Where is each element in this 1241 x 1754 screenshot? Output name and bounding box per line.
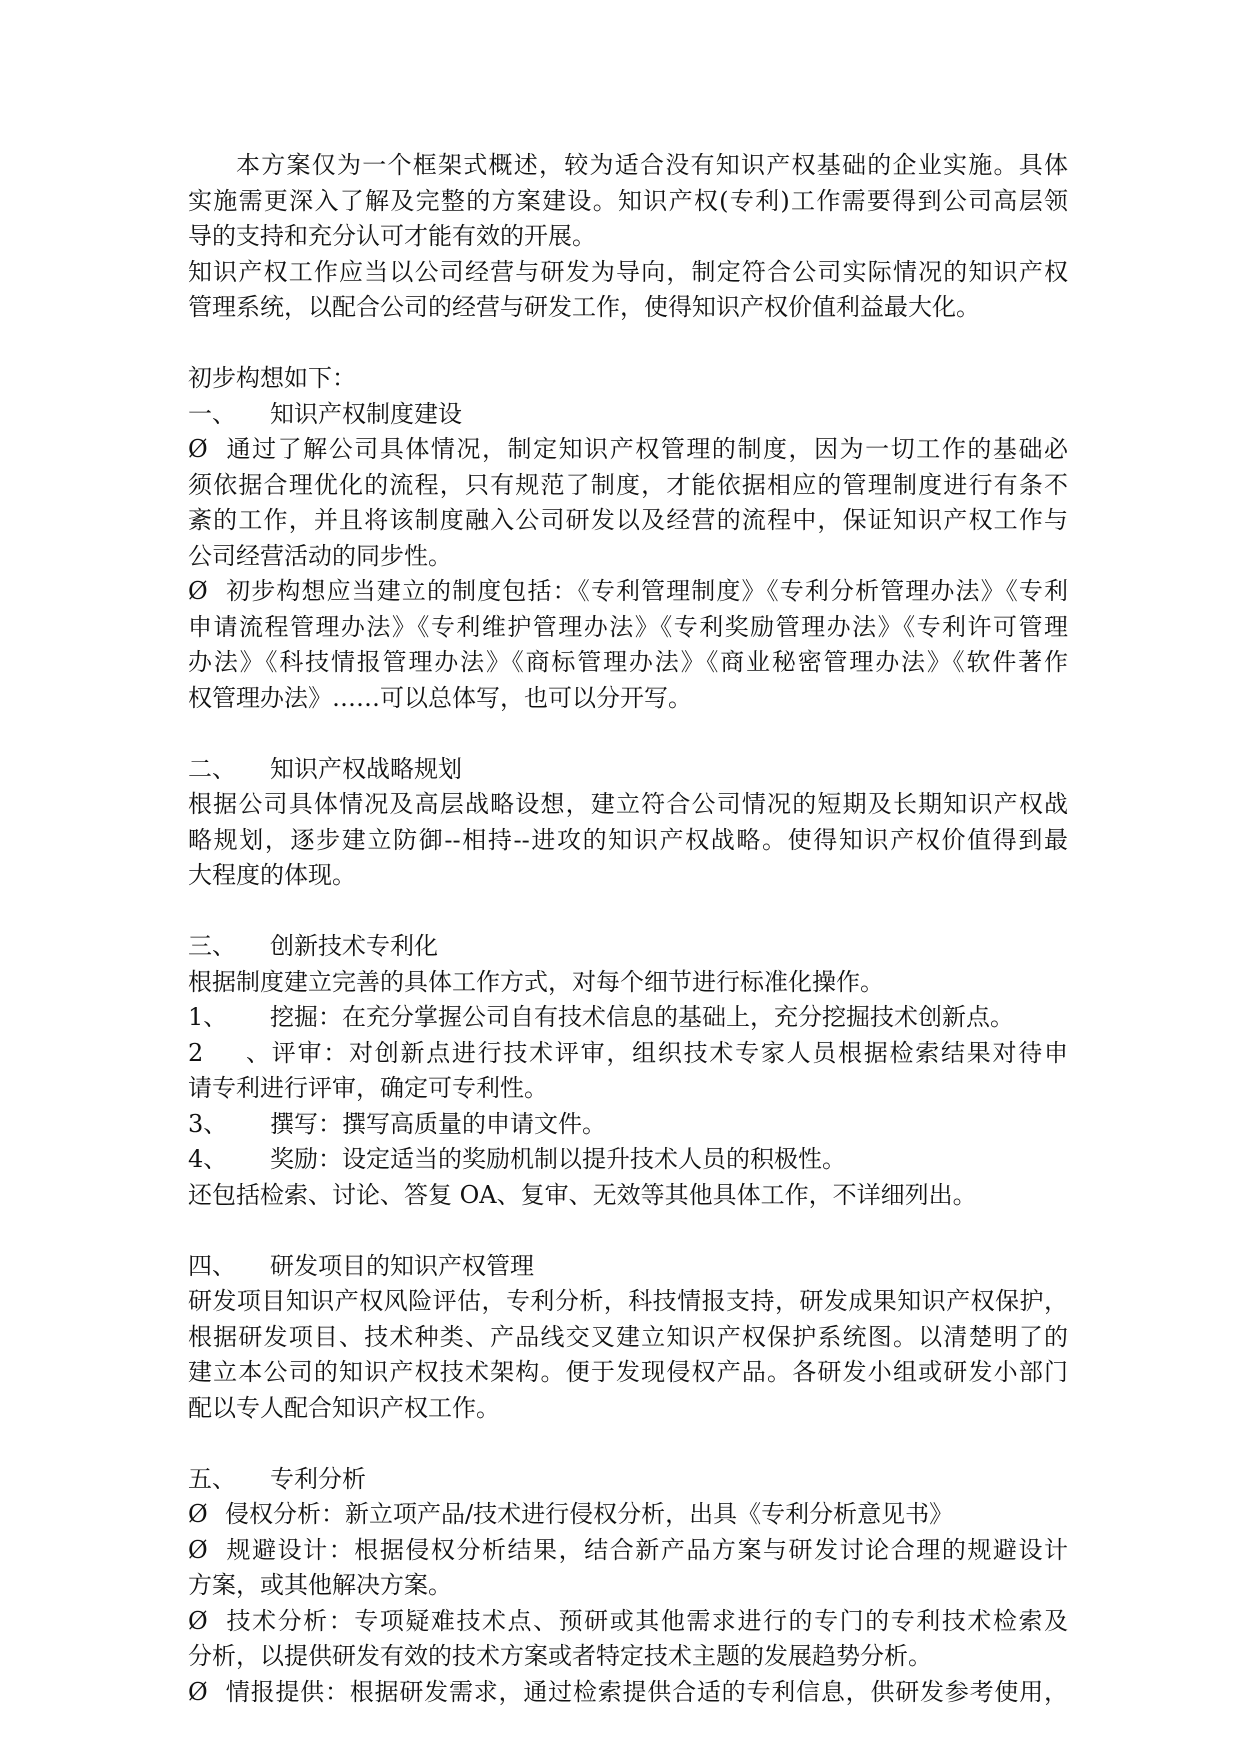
- bullet-line: 权管理办法》……可以总体写，也可以分开写。: [188, 683, 692, 712]
- bullet-icon: Ø: [188, 577, 208, 605]
- intro-line: 本方案仅为一个框架式概述，较为适合没有知识产权基础的企业实施。具体: [236, 151, 1068, 179]
- section-title: 创新技术专利化: [270, 932, 438, 960]
- body-line: 建立本公司的知识产权技术架构。便于发现侵权产品。各研发小组或研发小部门: [188, 1358, 1068, 1386]
- list-item: 2、评审：对创新点进行技术评审，组织技术专家人员根据检索结果对待申: [188, 1036, 1068, 1072]
- bullet-icon: Ø: [188, 1606, 208, 1635]
- section-number: 五、: [188, 1464, 236, 1493]
- intro-line: 实施需更深入了解及完整的方案建设。知识产权(专利)工作需要得到公司高层领: [188, 186, 1068, 215]
- spacer: [188, 1426, 1068, 1462]
- section-number: 三、: [188, 932, 236, 960]
- bullet-line: 紊的工作，并且将该制度融入公司研发以及经营的流程中，保证知识产权工作与: [188, 506, 1068, 534]
- bullet-line: 须依据合理优化的流程，只有规范了制度，才能依据相应的管理制度进行有条不: [188, 470, 1068, 499]
- body-line: 略规划，逐步建立防御--相持--进攻的知识产权战略。使得知识产权价值得到最: [188, 825, 1068, 854]
- bullet-line: 分析，以提供研发有效的技术方案或者特定技术主题的发展趋势分析。: [188, 1642, 932, 1670]
- body-line: 大程度的体现。: [188, 861, 356, 889]
- item-number: 1、: [188, 1003, 228, 1031]
- bullet-line: Ø 情报提供：根据研发需求，通过检索提供合适的专利信息，供研发参考使用，: [188, 1675, 1068, 1711]
- item-number: 4、: [188, 1145, 228, 1173]
- spacer: [188, 716, 1068, 752]
- bullet-line: Ø 技术分析：专项疑难技术点、预研或其他需求进行的专门的专利技术检索及: [188, 1604, 1068, 1640]
- preface-text: 初步构想如下：: [188, 364, 356, 392]
- spacer: [188, 326, 1068, 362]
- section-heading: [188, 397, 1068, 433]
- section-heading: [188, 1462, 1068, 1498]
- bullet-line: 申请流程管理办法》《专利维护管理办法》《专利奖励管理办法》《专利许可管理: [188, 612, 1068, 641]
- list-item: 1、 挖掘：在充分掌握公司自有技术信息的基础上，充分挖掘技术创新点。: [188, 1000, 1068, 1036]
- bullet-line: 公司经营活动的同步性。: [188, 541, 452, 570]
- section-number: 二、: [188, 754, 236, 783]
- intro-line: 管理系统，以配合公司的经营与研发工作，使得知识产权价值利益最大化。: [188, 293, 980, 321]
- section-title: 专利分析: [270, 1464, 366, 1493]
- list-item: 3、 撰写：撰写高质量的申请文件。: [188, 1107, 1068, 1143]
- intro-line: 知识产权工作应当以公司经营与研发为导向，制定符合公司实际情况的知识产权: [188, 257, 1068, 286]
- body-line: 根据制度建立完善的具体工作方式，对每个细节进行标准化操作。: [188, 967, 884, 996]
- bullet-line: Ø 侵权分析：新立项产品/技术进行侵权分析，出具《专利分析意见书》: [188, 1497, 1068, 1533]
- body-line: 配以专人配合知识产权工作。: [188, 1393, 500, 1422]
- item-number: 2、: [188, 1038, 270, 1067]
- body-line: 还包括检索、讨论、答复 OA、复审、无效等其他具体工作，不详细列出。: [188, 1180, 977, 1209]
- bullet-icon: Ø: [188, 1677, 208, 1706]
- bullet-icon: Ø: [188, 435, 208, 463]
- section-title: 知识产权战略规划: [270, 754, 462, 783]
- section-number: 四、: [188, 1251, 236, 1280]
- document-page: [188, 148, 1068, 1710]
- section-title: 研发项目的知识产权管理: [270, 1251, 534, 1280]
- bullet-line: Ø 通过了解公司具体情况，制定知识产权管理的制度，因为一切工作的基础必: [188, 432, 1068, 468]
- spacer: [188, 894, 1068, 930]
- bullet-line: 方案，或其他解决方案。: [188, 1571, 452, 1599]
- bullet-line: Ø 规避设计：根据侵权分析结果，结合新产品方案与研发讨论合理的规避设计: [188, 1533, 1068, 1569]
- bullet-line: 办法》《科技情报管理办法》《商标管理办法》《商业秘密管理办法》《软件著作: [188, 648, 1068, 676]
- body-line: 根据研发项目、技术种类、产品线交叉建立知识产权保护系统图。以清楚明了的: [188, 1322, 1068, 1351]
- section-heading: [188, 929, 1068, 965]
- list-item: 4、 奖励：设定适当的奖励机制以提升技术人员的积极性。: [188, 1142, 1068, 1178]
- bullet-icon: Ø: [188, 1535, 208, 1564]
- body-line: 根据公司具体情况及高层战略设想，建立符合公司情况的短期及长期知识产权战: [188, 790, 1068, 818]
- intro-line: 导的支持和充分认可才能有效的开展。: [188, 222, 596, 250]
- body-line: 研发项目知识产权风险评估，专利分析，科技情报支持，研发成果知识产权保护，: [188, 1287, 1068, 1315]
- bullet-line: Ø 初步构想应当建立的制度包括：《专利管理制度》《专利分析管理办法》《专利: [188, 574, 1068, 610]
- section-number: 一、: [188, 399, 236, 428]
- item-number: 3、: [188, 1109, 228, 1138]
- list-item-continuation: 请专利进行评审，确定可专利性。: [188, 1074, 548, 1102]
- section-heading: [188, 1249, 1068, 1285]
- bullet-icon: Ø: [188, 1500, 208, 1528]
- section-title: 知识产权制度建设: [270, 399, 462, 428]
- spacer: [188, 1213, 1068, 1249]
- section-heading: [188, 752, 1068, 788]
